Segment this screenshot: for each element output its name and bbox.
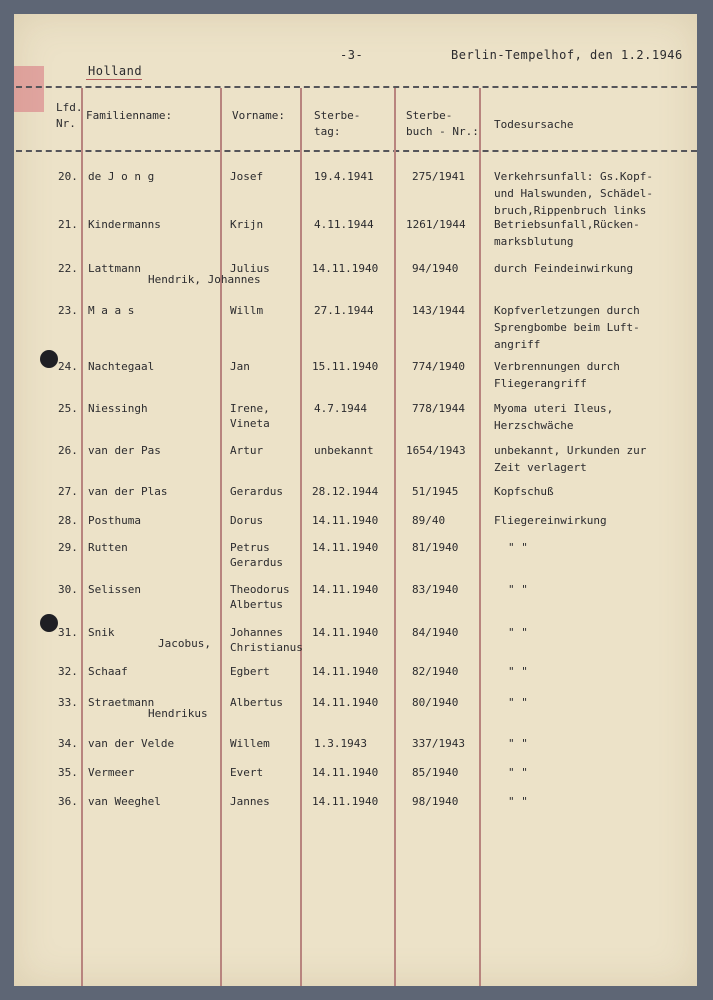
- punch-hole-upper: [40, 350, 58, 368]
- given-name: Christianus: [230, 641, 303, 654]
- row-number: 32.: [58, 665, 78, 678]
- country-label: Holland: [88, 64, 143, 78]
- death-date: 4.11.1944: [314, 218, 374, 231]
- register-number: 83/1940: [412, 583, 459, 596]
- cause-of-death: Sprengbombe beim Luft-: [494, 321, 640, 334]
- cause-of-death: angriff: [494, 338, 541, 351]
- death-date: 14.11.1940: [312, 766, 379, 779]
- row-number: 27.: [58, 485, 78, 498]
- row-number: 36.: [58, 795, 78, 808]
- family-name-continuation: Jacobus,: [158, 637, 211, 650]
- cause-of-death: unbekannt, Urkunden zur: [494, 444, 647, 457]
- family-name: Snik: [88, 626, 115, 639]
- death-date: 1.3.1943: [314, 737, 367, 750]
- given-name: Vineta: [230, 417, 270, 430]
- cause-of-death: Myoma uteri Ileus,: [494, 402, 614, 415]
- punch-hole-lower: [40, 614, 58, 632]
- death-date: 28.12.1944: [312, 485, 379, 498]
- column-divider-1: [81, 88, 83, 986]
- family-name: van der Pas: [88, 444, 161, 457]
- row-number: 21.: [58, 218, 78, 231]
- death-date: 14.11.1940: [312, 696, 379, 709]
- death-date: unbekannt: [314, 444, 374, 457]
- given-name: Egbert: [230, 665, 270, 678]
- cause-of-death: Verkehrsunfall: Gs.Kopf-: [494, 170, 653, 183]
- given-name: Jannes: [230, 795, 270, 808]
- col-header-vorname: Vorname:: [232, 109, 285, 122]
- death-date: 14.11.1940: [312, 262, 379, 275]
- family-name-continuation: Hendrik, Johannes: [148, 273, 261, 286]
- register-number: 1654/1943: [406, 444, 466, 457]
- register-number: 98/1940: [412, 795, 459, 808]
- register-number: 85/1940: [412, 766, 459, 779]
- document-page: [14, 14, 697, 986]
- row-number: 34.: [58, 737, 78, 750]
- page-number: -3-: [340, 48, 364, 62]
- family-name: Rutten: [88, 541, 128, 554]
- register-number: 1261/1944: [406, 218, 466, 231]
- cause-of-death: Kopfverletzungen durch: [494, 304, 640, 317]
- cause-of-death: Verbrennungen durch: [494, 360, 620, 373]
- row-number: 28.: [58, 514, 78, 527]
- header-rule-bottom: [16, 150, 697, 152]
- cause-of-death: " ": [508, 696, 528, 709]
- cause-of-death: Zeit verlagert: [494, 461, 587, 474]
- given-name: Willm: [230, 304, 264, 317]
- death-date: 14.11.1940: [312, 583, 379, 596]
- given-name: Gerardus: [230, 485, 283, 498]
- row-number: 33.: [58, 696, 78, 709]
- row-number: 25.: [58, 402, 78, 415]
- cause-of-death: Kopfschuß: [494, 485, 554, 498]
- family-name: M a a s: [88, 304, 135, 317]
- death-date: 4.7.1944: [314, 402, 367, 415]
- given-name: Jan: [230, 360, 250, 373]
- column-divider-3: [300, 88, 302, 986]
- given-name: Theodorus: [230, 583, 290, 596]
- family-name: Schaaf: [88, 665, 128, 678]
- register-number: 778/1944: [412, 402, 465, 415]
- register-number: 774/1940: [412, 360, 465, 373]
- header-rule-top: [16, 86, 697, 88]
- death-date: 14.11.1940: [312, 795, 379, 808]
- cause-of-death: Betriebsunfall,Rücken-: [494, 218, 640, 231]
- row-number: 29.: [58, 541, 78, 554]
- family-name: Posthuma: [88, 514, 141, 527]
- family-name: van Weeghel: [88, 795, 161, 808]
- given-name: Artur: [230, 444, 264, 457]
- cause-of-death: Fliegereinwirkung: [494, 514, 607, 527]
- cause-of-death: " ": [508, 766, 528, 779]
- col-header-familienname: Familienname:: [86, 109, 173, 122]
- col-header-sterbetag: Sterbe- tag:: [314, 109, 361, 138]
- family-name: Kindermanns: [88, 218, 161, 231]
- family-name: van der Velde: [88, 737, 175, 750]
- cause-of-death: " ": [508, 583, 528, 596]
- family-name: Lattmann: [88, 262, 141, 275]
- register-number: 94/1940: [412, 262, 459, 275]
- country-underline: [86, 79, 142, 80]
- cause-of-death: durch Feindeinwirkung: [494, 262, 634, 275]
- register-number: 143/1944: [412, 304, 465, 317]
- given-name: Krijn: [230, 218, 264, 231]
- death-date: 19.4.1941: [314, 170, 374, 183]
- row-number: 23.: [58, 304, 78, 317]
- given-name: Willem: [230, 737, 270, 750]
- death-date: 14.11.1940: [312, 665, 379, 678]
- death-date: 14.11.1940: [312, 514, 379, 527]
- family-name: van der Plas: [88, 485, 168, 498]
- death-date: 14.11.1940: [312, 626, 379, 639]
- col-header-todesursache: Todesursache: [494, 118, 574, 131]
- register-number: 89/40: [412, 514, 446, 527]
- register-number: 337/1943: [412, 737, 465, 750]
- death-date: 15.11.1940: [312, 360, 379, 373]
- register-number: 81/1940: [412, 541, 459, 554]
- given-name: Julius: [230, 262, 270, 275]
- cause-of-death: Fliegerangriff: [494, 377, 587, 390]
- given-name: Irene,: [230, 402, 270, 415]
- column-divider-4: [394, 88, 396, 986]
- family-name: Straetmann: [88, 696, 155, 709]
- register-number: 51/1945: [412, 485, 459, 498]
- given-name: Evert: [230, 766, 264, 779]
- col-header-lfd: Lfd. Nr.: [56, 101, 83, 130]
- given-name: Gerardus: [230, 556, 283, 569]
- row-number: 30.: [58, 583, 78, 596]
- family-name: de J o n g: [88, 170, 155, 183]
- register-number: 82/1940: [412, 665, 459, 678]
- row-number: 26.: [58, 444, 78, 457]
- cause-of-death: " ": [508, 626, 528, 639]
- death-date: 14.11.1940: [312, 541, 379, 554]
- family-name: Selissen: [88, 583, 141, 596]
- given-name: Josef: [230, 170, 264, 183]
- place-date: Berlin-Tempelhof, den 1.2.1946: [451, 48, 683, 62]
- cause-of-death: " ": [508, 737, 528, 750]
- row-number: 22.: [58, 262, 78, 275]
- register-number: 84/1940: [412, 626, 459, 639]
- cause-of-death: bruch,Rippenbruch links: [494, 204, 647, 217]
- family-name: Niessingh: [88, 402, 148, 415]
- given-name: Petrus: [230, 541, 270, 554]
- given-name: Johannes: [230, 626, 283, 639]
- cause-of-death: marksblutung: [494, 235, 574, 248]
- row-number: 24.: [58, 360, 78, 373]
- family-name-continuation: Hendrikus: [148, 707, 208, 720]
- row-number: 20.: [58, 170, 78, 183]
- cause-of-death: " ": [508, 665, 528, 678]
- given-name: Albertus: [230, 598, 283, 611]
- cause-of-death: und Halswunden, Schädel-: [494, 187, 653, 200]
- death-date: 27.1.1944: [314, 304, 374, 317]
- given-name: Dorus: [230, 514, 264, 527]
- col-header-sterbebuch: Sterbe- buch - Nr.:: [406, 109, 479, 138]
- red-stamp-mark: [14, 66, 44, 112]
- row-number: 31.: [58, 626, 78, 639]
- family-name: Nachtegaal: [88, 360, 155, 373]
- family-name: Vermeer: [88, 766, 135, 779]
- column-divider-5: [479, 88, 481, 986]
- row-number: 35.: [58, 766, 78, 779]
- cause-of-death: " ": [508, 541, 528, 554]
- cause-of-death: Herzschwäche: [494, 419, 574, 432]
- register-number: 80/1940: [412, 696, 459, 709]
- cause-of-death: " ": [508, 795, 528, 808]
- given-name: Albertus: [230, 696, 283, 709]
- register-number: 275/1941: [412, 170, 465, 183]
- column-divider-2: [220, 88, 222, 986]
